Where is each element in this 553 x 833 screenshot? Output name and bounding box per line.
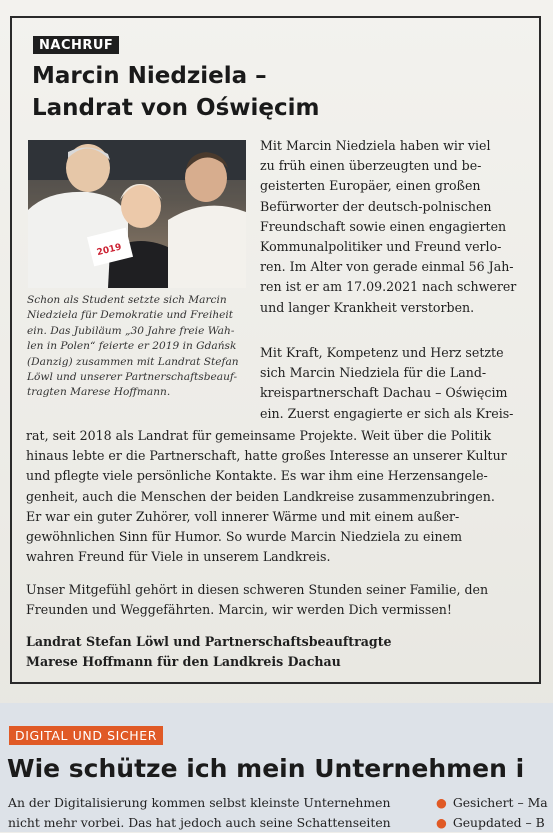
headline-line: Marcin Niedziela – (32, 63, 267, 89)
body-line: und pflegte viele persönliche Kontakte. Es war ihm eine Herzensangele- (26, 468, 488, 484)
next-article-kicker: DIGITAL UND SICHER (9, 726, 163, 745)
caption-line: len in Polen“ feierte er 2019 in Gdańsk (27, 340, 237, 353)
article-signature (26, 632, 392, 672)
list-item-label: Geupdated – B (452, 815, 545, 830)
caption-line: tragten Marese Hoffmann. (27, 386, 171, 399)
body-line: genheit, auch die Menschen der beiden Landkreise zusammenzubringen. (26, 488, 495, 504)
body-line: rat, seit 2018 als Landrat für gemeinsame Projekte. Weit über die Politik (26, 428, 492, 443)
article-photo (28, 140, 246, 288)
next-article-headline: Wie schütze ich mein Unternehmen i (7, 754, 525, 783)
svg-text:2019: 2019 (95, 242, 123, 259)
list-item (436, 793, 548, 813)
list-item (436, 813, 548, 833)
body-line: Unser Mitgefühl gehört in diesen schweren Stunden seiner Familie, den (26, 582, 489, 597)
caption-line: Löwl und unserer Partnerschaftsbeauf- (27, 371, 238, 384)
body-line: gewöhnlichen Sinn für Humor. So wurde Marcin Niedziela zu einem (26, 529, 463, 545)
body-paragraph-3 (26, 580, 488, 620)
body-paragraph-2-continued (26, 426, 507, 567)
body-paragraph-1 (260, 136, 516, 318)
next-article-list (436, 793, 548, 833)
photo-caption (27, 293, 249, 401)
body-line: Er war ein guter Zuhörer, voll innerer Wärme und mit einem außer- (26, 508, 460, 524)
body-line: Freundschaft sowie einen engagierten (260, 218, 507, 234)
body-line: Kommunalpolitiker und Freund verlo- (260, 239, 502, 255)
body-line: zu früh einen überzeugten und be- (260, 158, 482, 174)
body-line: ein. Zuerst engagierte er sich als Kreis- (260, 405, 514, 421)
caption-line: ein. Das Jubiläum „30 Jahre freie Wah- (27, 324, 235, 337)
body-paragraph-2 (260, 343, 513, 424)
caption-line: (Danzig) zusammen mit Landrat Stefan (27, 355, 239, 368)
signature-line: Landrat Stefan Löwl und Partnerschaftsbeauftragte (26, 634, 392, 649)
list-item-label: Gesichert – Ma (452, 795, 548, 810)
body-line: Mit Marcin Niedziela haben wir viel (260, 138, 491, 153)
body-line: An der Digitalisierung kommen selbst kleinste Unternehmen (8, 795, 391, 810)
body-line: ren. Im Alter von gerade einmal 56 Jah- (260, 259, 514, 275)
body-line: Befürworter der deutsch-polnischen (260, 198, 492, 214)
bullet-icon: ● (436, 795, 447, 810)
body-line: Mit Kraft, Kompetenz und Herz setzte (260, 345, 504, 360)
next-article-text (8, 793, 391, 833)
body-line: hinaus lebte er die Partnerschaft, hatte großes Interesse an unserer Kultur (26, 448, 507, 464)
photo-illustration (28, 140, 246, 288)
body-line: nicht mehr vorbei. Das hat jedoch auch seine Schattenseiten (8, 815, 391, 830)
body-line: sich Marcin Niedziela für die Land- (260, 365, 487, 381)
body-line: Freunden und Weggefährten. Marcin, wir werden Dich vermissen! (26, 602, 452, 618)
bullet-icon: ● (436, 815, 447, 830)
caption-line: Niedziela für Demokratie und Freiheit (27, 309, 234, 322)
body-line: und langer Krankheit verstorben. (260, 299, 475, 315)
body-line: ren ist er am 17.09.2021 nach schwerer (260, 279, 517, 295)
article-kicker: NACHRUF (33, 36, 119, 54)
body-line: kreispartnerschaft Dachau – Oświęcim (260, 385, 508, 401)
article-headline (32, 60, 512, 124)
caption-line: Schon als Student setzte sich Marcin (27, 294, 227, 306)
body-line: wahren Freund für Viele in unserem Landkreis. (26, 549, 331, 565)
signature-line: Marese Hoffmann für den Landkreis Dachau (26, 654, 341, 670)
body-line: geisterten Europäer, einen großen (260, 178, 481, 194)
headline-line: Landrat von Oświęcim (32, 95, 320, 121)
